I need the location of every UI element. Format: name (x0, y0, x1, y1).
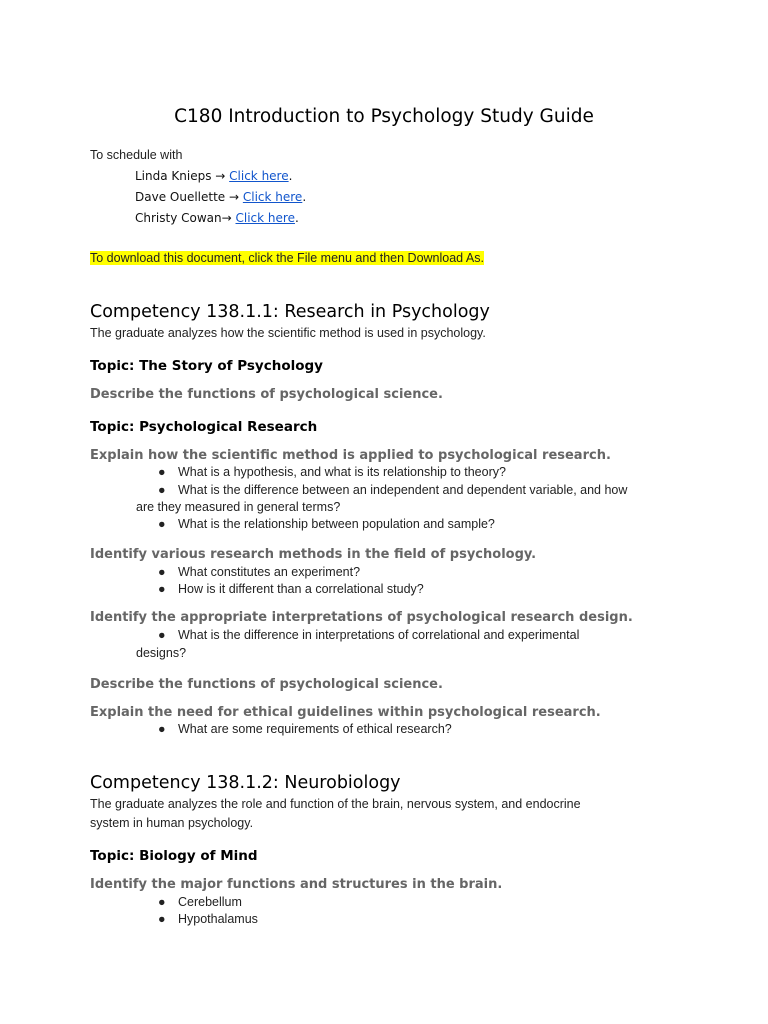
bullet-icon: ● (158, 465, 166, 479)
scheduler-name: Linda Knieps → (135, 169, 230, 183)
objective: Explain how the scientific method is applied to psychological research. (90, 448, 611, 463)
competency-heading: Competency 138.1.2: Neurobiology (90, 773, 401, 793)
bullet-icon: ● (158, 722, 166, 736)
scheduler-name: Dave Ouellette → (135, 190, 243, 204)
scheduler-suffix: . (302, 190, 307, 204)
download-note-text: To download this document, click the File menu and then Download As. (90, 251, 484, 265)
competency-description: system in human psychology. (90, 816, 254, 830)
list-item (158, 565, 360, 579)
list-item-continuation: are they measured in general terms? (136, 500, 341, 514)
schedule-link-christy[interactable]: Click here (235, 211, 295, 225)
list-item-text: Cerebellum (178, 895, 242, 909)
list-item-text: Hypothalamus (178, 912, 258, 926)
list-item (158, 722, 452, 736)
schedule-link-linda[interactable]: Click here (229, 169, 289, 183)
topic-heading: Topic: The Story of Psychology (90, 358, 323, 374)
list-item-text: What is the relationship between population and sample? (178, 517, 495, 531)
competency-heading: Competency 138.1.1: Research in Psychology (90, 302, 490, 322)
bullet-icon: ● (158, 895, 166, 909)
schedule-intro: To schedule with (90, 148, 183, 162)
list-item-text: What are some requirements of ethical research? (178, 722, 452, 736)
objective: Identify the appropriate interpretations of psychological research design. (90, 610, 633, 625)
scheduler-name: Christy Cowan→ (135, 211, 236, 225)
topic-heading: Topic: Psychological Research (90, 419, 318, 435)
bullet-icon: ● (158, 565, 166, 579)
list-item (158, 483, 627, 497)
list-item-text: What is the difference between an independent and dependent variable, and how (178, 483, 628, 497)
competency-description: The graduate analyzes the role and function of the brain, nervous system, and endocrine (90, 797, 581, 811)
document-title: C180 Introduction to Psychology Study Guide (174, 106, 594, 127)
list-item-text: What is a hypothesis, and what is its relationship to theory? (178, 465, 506, 479)
list-item-continuation: designs? (136, 646, 187, 660)
scheduler-suffix: . (288, 169, 293, 183)
list-item (158, 517, 495, 531)
list-item (158, 628, 579, 642)
bullet-icon: ● (158, 517, 166, 531)
scheduler-suffix: . (294, 211, 299, 225)
objective: Identify the major functions and structures in the brain. (90, 877, 503, 892)
objective: Identify various research methods in the field of psychology. (90, 547, 537, 562)
objective: Describe the functions of psychological science. (90, 387, 443, 402)
bullet-icon: ● (158, 628, 166, 642)
list-item-text: What constitutes an experiment? (178, 565, 361, 579)
scheduler-dave (135, 190, 306, 204)
objective: Explain the need for ethical guidelines within psychological research. (90, 705, 601, 720)
bullet-icon: ● (158, 912, 166, 926)
topic-heading: Topic: Biology of Mind (90, 848, 258, 864)
list-item (158, 912, 258, 926)
scheduler-linda (135, 169, 292, 183)
list-item (158, 465, 506, 479)
list-item (158, 895, 242, 909)
competency-description: The graduate analyzes how the scientific method is used in psychology. (90, 326, 486, 340)
scheduler-christy (135, 211, 299, 225)
bullet-icon: ● (158, 582, 166, 596)
bullet-icon: ● (158, 483, 166, 497)
objective: Describe the functions of psychological science. (90, 677, 443, 692)
list-item-text: How is it different than a correlational study? (178, 582, 424, 596)
list-item-text: What is the difference in interpretations of correlational and experimental (178, 628, 580, 642)
list-item (158, 582, 424, 596)
download-note (90, 251, 484, 265)
schedule-link-dave[interactable]: Click here (242, 190, 303, 204)
